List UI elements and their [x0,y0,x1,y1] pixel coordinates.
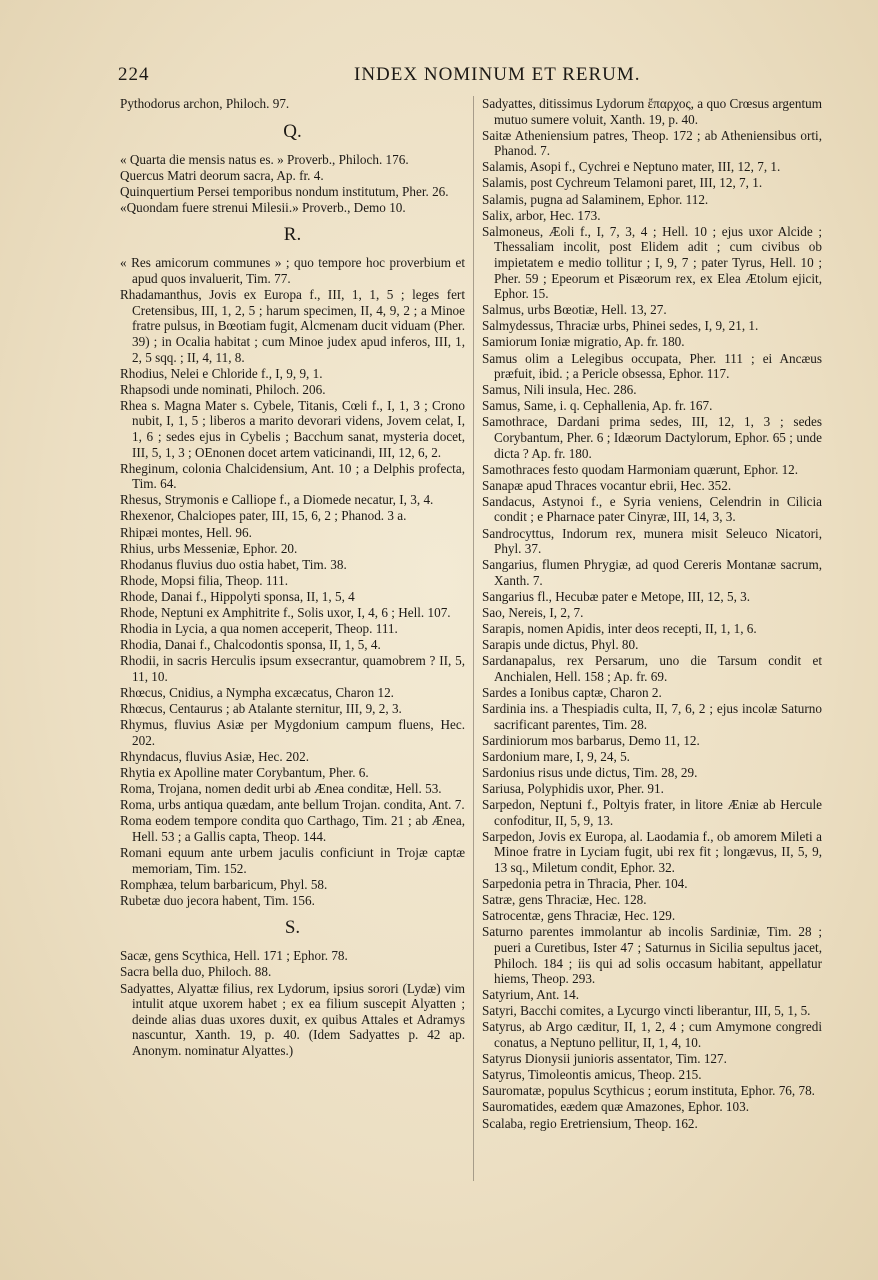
index-entry: Sangarius, flumen Phrygiæ, ad quod Cereris Montanæ sacrum, Xanth. 7. [482,557,822,588]
index-entry: Sardiniorum mos barbarus, Demo 11, 12. [482,732,700,748]
index-entry: Satyrium, Ant. 14. [482,987,580,1003]
index-entry: Rhesus, Strymonis e Calliope f., a Diomede necatur, I, 3, 4. [120,492,434,508]
index-entry: Sarapis, nomen Apidis, inter deos recepti, II, 1, 1, 6. [482,621,757,637]
index-entry: Rhode, Mopsi filia, Theop. 111. [120,572,289,588]
index-entry: Rhode, Danai f., Hippolyti sponsa, II, 1, 5, 4 [120,588,355,604]
section-letter: R. [283,224,302,246]
index-entry: Sacra bella duo, Philoch. 88. [120,964,272,980]
index-entry: Sarpedon, Neptuni f., Poltyis frater, in litore Æniæ ab Hercule confoditur, II, 5, 9, 13. [482,797,822,828]
index-entry: Rhœcus, Cnidius, a Nympha excæcatus, Charon 12. [120,685,394,700]
index-entry: «Quondam fuere strenui Milesii.» Proverb., Demo 10. [120,199,406,215]
index-entry: Sadyattes, ditissimus Lydorum ἔπαρχος, a quo Crœsus argentum mutuo sumere voluit, Xanth. 19, p. 40. [482,96,822,127]
index-entry: « Res amicorum communes » ; quo tempore hoc proverbium et apud quos invaluerit, Tim. 77. [120,255,465,287]
index-entry: Sardonium mare, I, 9, 24, 5. [482,748,630,764]
index-entry: Sarapis unde dictus, Phyl. 80. [482,637,639,653]
index-entry: Sardes a Ionibus captæ, Charon 2. [482,684,662,700]
index-entry: Satyri, Bacchi comites, a Lycurgo vincti liberantur, III, 5, 1, 5. [482,1003,811,1019]
index-entry: Rhexenor, Chalciopes pater, III, 15, 6, 2 ; Phanod. 3 a. [120,508,407,524]
index-entry: Sariusa, Polyphidis uxor, Pher. 91. [482,781,664,797]
index-entry: Scalaba, regio Eretriensium, Theop. 162. [482,1115,698,1131]
index-entry: Sandacus, Astynoi f., e Syria veniens, Celendrin in Cilicia condit ; e Pharnace pater Cinyræ, III, 14, 3, 3. [482,493,822,525]
index-entry: Rhius, urbs Messeniæ, Ephor. 20. [120,540,298,556]
index-entry: Satyrus, Timoleontis amicus, Theop. 215. [482,1067,702,1083]
index-entry: Samus olim a Lelegibus occupata, Pher. 111 ; ei Ancæus præfuit, ibid. ; a Pericle obsessa, Ephor. 117. [482,350,822,382]
index-entry: Sarpedon, Jovis ex Europa, al. Laodamia f., ob amorem Mileti a Minoe fratre in Lyciam fugit, ubi rex fit ; longævus, II, 5, 9, 13 sq., Miletum condit, Ephor. 32. [482,828,822,875]
index-entry: Samus, Nili insula, Hec. 286. [482,382,637,398]
index-entry: Salmoneus, Æoli f., I, 7, 3, 4 ; Hell. 10 ; ejus uxor Alcide ; Thessaliam incolit, post Elidem adit ; cum civibus ob impietatem e medio tollitur ; I, 9, 7 ; pater Tyrus, Hell. 10 ; Pher. 59 ; Epeorum et Pisæorum rex, ex Elea Ætolum ejicit, Ephor. 15. [482,223,822,302]
index-entry: Salix, arbor, Hec. 173. [482,207,601,223]
page-header [118,62,763,92]
index-entry: Sauromatæ, populus Scythicus ; eorum instituta, Ephor. 76, 78. [482,1083,815,1099]
column-divider [473,96,474,1181]
index-entry: Rhyndacus, fluvius Asiæ, Hec. 202. [120,748,310,764]
index-entry: Rhodia in Lycia, a qua nomen acceperit, Theop. 111. [120,621,398,637]
index-entry: Romphæa, telum barbaricum, Phyl. 58. [120,876,328,892]
index-entry: Saitæ Atheniensium patres, Theop. 172 ; ab Atheniensibus orti, Phanod. 7. [482,127,822,159]
index-entry: Roma eodem tempore condita quo Carthago, Tim. 21 ; ab Ænea, Hell. 53 ; a Gallis capta, Theop. 144. [120,813,465,844]
index-entry: Samus, Same, i. q. Cephallenia, Ap. fr. 167. [482,398,713,414]
index-entry: Saturno parentes immolantur ab incolis Sardiniæ, Tim. 28 ; pueri a Curetibus, Ister 47 ; Saturnus in Sicilia sepultus jacet, Philoch. 184 ; iis qui ad solis occasum habitant, appellatur hiems, Theop. 293. [482,924,822,987]
index-entry: Sadyattes, Alyattæ filius, rex Lydorum, ipsius sorori (Lydæ) vim intulit atque uxorem habet ; ex ea filium suscepit Alyatten ; deinde alias duas uxores duxit, ex quibus Attales et Adramys nascuntur, Xanth. 19, p. 40. (Idem Sadyattes p. 42 ap. Anonym. nominatur Alyattes.) [120,980,465,1058]
index-entry: Rhytia ex Apolline mater Corybantum, Pher. 6. [120,764,369,780]
index-entry: Sangarius fl., Hecubæ pater e Metope, III, 12, 5, 3. [482,588,751,604]
index-entry: Rhœcus, Centaurus ; ab Atalante sternitur, III, 9, 2, 3. [120,701,402,717]
index-entry: Satræ, gens Thraciæ, Hec. 128. [482,892,647,908]
index-entry: Rheginum, colonia Chalcidensium, Ant. 10 ; a Delphis profecta, Tim. 64. [120,460,465,492]
index-entry: Sauromatides, eædem quæ Amazones, Ephor. 103. [482,1099,750,1115]
index-entry: Roma, urbs antiqua quædam, ante bellum Trojan. condita, Ant. 7. [120,797,465,813]
index-entry: Rhode, Neptuni ex Amphitrite f., Solis uxor, I, 4, 6 ; Hell. 107. [120,605,451,621]
index-entry: Samothrace, Dardani prima sedes, III, 12, 1, 3 ; sedes Corybantum, Pher. 6 ; Idæorum Dactylorum, Ephor. 65 ; unde dicta ? Ap. fr. 180. [482,414,822,461]
index-entry: Sardinia ins. a Thespiadis culta, II, 7, 6, 2 ; ejus incolæ Saturno sacrificant parentes, Tim. 28. [482,701,822,732]
index-entry: Samothraces festo quodam Harmoniam quærunt, Ephor. 12. [482,461,799,477]
index-entry: Pythodorus archon, Philoch. 97. [120,96,290,111]
index-entry: Rhadamanthus, Jovis ex Europa f., III, 1, 1, 5 ; leges fert Cretensibus, III, 1, 2, 5 ; harum specimen, II, 4, 9, 2 ; a Minoe fratre pulsus, in Bœotiam fugit, Alcmenam ducit viduam (Pher. 39) ; in Ocalia habitat ; cum Minoe judex apud inferos, III, 1, 2, 5 sqq. ; II, 4, 11, 8. [120,287,465,365]
index-entry: Rhodia, Danai f., Chalcodontis sponsa, II, 1, 5, 4. [120,637,381,653]
right-column [482,96,822,1132]
index-entry: Rhea s. Magna Mater s. Cybele, Titanis, Cœli f., I, 1, 3 ; Crono nubit, I, 1, 5 ; liberos a marito devorari videns, Jovem celat, I, 1, 6 ; sedes ejus in Cybelis ; Bacchum sanat, mysteria docet, III, 5, 1, 3 ; OEnonen docet artem vaticinandi, III, 12, 6, 2. [120,397,465,460]
index-entry: Samiorum Ioniæ migratio, Ap. fr. 180. [482,334,685,350]
left-column [120,96,465,1059]
index-entry: Rhipæi montes, Hell. 96. [120,524,252,540]
index-entry: Satyrus, ab Argo cæditur, II, 1, 2, 4 ; cum Amymone congredi conatus, a Neptuno pellitur, II, 1, 4, 10. [482,1019,822,1051]
index-entry: Sanapæ apud Thraces vocantur ebrii, Hec. 352. [482,477,732,493]
index-entry: Romani equum ante urbem jaculis conficiunt in Trojæ captæ memoriam, Tim. 152. [120,844,465,876]
index-entry: Sandrocyttus, Indorum rex, munera misit Seleuco Nicatori, Phyl. 37. [482,525,822,557]
index-entry: Rubetæ duo jecora habent, Tim. 156. [120,892,315,908]
index-entry: Rhymus, fluvius Asiæ per Mygdonium campum fluens, Hec. 202. [120,717,465,748]
index-entry: Sarpedonia petra in Thracia, Pher. 104. [482,876,688,892]
index-entry: Salmus, urbs Bœotiæ, Hell. 13, 27. [482,302,667,318]
index-entry: Rhodanus fluvius duo ostia habet, Tim. 38. [120,556,347,572]
index-entry: Satrocentæ, gens Thraciæ, Hec. 129. [482,908,676,924]
index-entry: Salmydessus, Thraciæ urbs, Phinei sedes, I, 9, 21, 1. [482,318,759,334]
index-entry: Rhapsodi unde nominati, Philoch. 206. [120,381,326,397]
page-number: 224 [118,64,150,85]
section-letter: Q. [283,120,302,142]
index-entry: Sardanapalus, rex Persarum, uno die Tarsum condit et Anchialen, Hell. 158 ; Ap. fr. 69. [482,653,822,684]
index-entry: Roma, Trojana, nomen dedit urbi ab Ænea conditæ, Hell. 53. [120,781,442,797]
index-entry: Sao, Nereis, I, 2, 7. [482,605,584,620]
index-entry: Salamis, Asopi f., Cychrei e Neptuno mater, III, 12, 7, 1. [482,159,781,175]
index-entry: Salamis, post Cychreum Telamoni paret, III, 12, 7, 1. [482,175,763,191]
index-entry: Salamis, pugna ad Salaminem, Ephor. 112. [482,191,709,207]
index-entry: Quinquertium Persei temporibus nondum institutum, Pher. 26. [120,183,449,199]
index-entry: Rhodius, Nelei e Chloride f., I, 9, 9, 1. [120,365,323,381]
index-entry: Rhodii, in sacris Herculis ipsum exsecrantur, quamobrem ? II, 5, 11, 10. [120,653,465,684]
section-letter: S. [284,917,301,939]
running-title: INDEX NOMINUM ET RERUM. [354,64,641,85]
index-entry: Quercus Matri deorum sacra, Ap. fr. 4. [120,167,324,183]
index-entry: Sacæ, gens Scythica, Hell. 171 ; Ephor. 78. [120,948,348,964]
index-entry: Sardonius risus unde dictus, Tim. 28, 29. [482,764,698,780]
index-entry: Satyrus Dionysii junioris assentator, Tim. 127. [482,1051,727,1067]
index-entry: « Quarta die mensis natus es. » Proverb., Philoch. 176. [120,151,409,167]
